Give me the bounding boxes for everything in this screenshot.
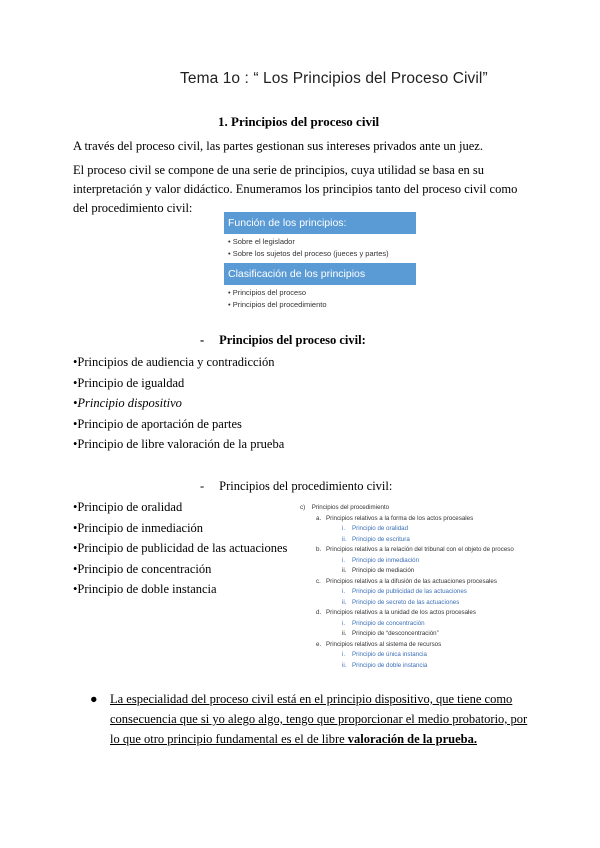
list-item: •Principio de oralidad (73, 500, 183, 514)
diagram-box-function-title: Función de los principios: (224, 212, 416, 234)
list-item: • Principios del proceso (228, 287, 416, 299)
outline-subitem: i. Principio de única instancia (342, 651, 427, 658)
outline-section: e. Principios relativos al sistema de recursos (316, 640, 442, 648)
list-item: •Principio de inmediación (73, 520, 204, 535)
procedure-outline-image (300, 503, 560, 671)
principles-diagram (224, 212, 416, 312)
conclusion-note (90, 689, 530, 749)
list-item: •Principio de igualdad (73, 375, 185, 390)
list-item: •Principio de concentración (73, 561, 212, 576)
note-text: La especialidad del proceso civil está en el principio dispositivo, que tiene como consecuencia que si yo alego algo, tengo que proporcionar el medio probatorio, por lo que otro principio fundamental es el de libre valoración de la prueba. (110, 692, 528, 746)
diagram-box-function-list (224, 234, 416, 263)
procedure-principles-heading (200, 479, 392, 494)
list-item: •Principio dispositivo (73, 396, 182, 410)
list-item: • Sobre el legislador (228, 236, 416, 248)
outline-title (300, 503, 560, 514)
outline-subitem: ii. Principio de secreto de las actuaciones (342, 598, 460, 606)
diagram-box-classification-title: Clasificación de los principios (224, 263, 416, 285)
outline-subitem: ii. Principio de mediación (342, 567, 415, 574)
intro-paragraph: A través del proceso civil, las partes gestionan sus intereses privados ante un juez. (73, 139, 483, 153)
outline-subitem: i. Principio de inmediación (342, 556, 420, 564)
outline-subitem: i. Principio de oralidad (342, 525, 409, 532)
principles-paragraph: El proceso civil se compone de una serie de principios, cuya utilidad se basa en su interpretación y valor didáctico. Enumeramos los principios tanto del proceso civil como del procedimiento civil: (73, 163, 518, 215)
process-principles-list (73, 352, 284, 455)
outline-label: c) (300, 504, 306, 511)
list-item: • Sobre los sujetos del proceso (jueces y partes) (228, 248, 416, 260)
list-item: •Principio de publicidad de las actuaciones (73, 541, 288, 555)
outline-section: b. Principios relativos a la relación del tribunal con el objeto de proceso (316, 546, 514, 553)
list-item: •Principio de doble instancia (73, 582, 217, 596)
outline-subitem: i. Principio de publicidad de las actuaciones (342, 588, 467, 595)
list-item: •Principio de libre valoración de la prueba (73, 437, 285, 451)
bullet-icon: ● (90, 692, 98, 706)
outline-section: a. Principios relativos a la forma de los actos procesales (316, 514, 474, 522)
document-title: Tema 1o : “ Los Principios del Proceso Civil” (180, 70, 488, 87)
list-item: •Principio de aportación de partes (73, 416, 242, 431)
note-bold: valoración de la prueba. (347, 732, 477, 746)
outline-section: c. Principios relativos a la difusión de las actuaciones procesales (316, 577, 497, 585)
outline-subitem: ii. Principio de “desconcentración” (342, 630, 439, 637)
outline-subitem: ii. Principio de escritura (342, 535, 410, 543)
diagram-box-classification-list (224, 285, 416, 314)
procedure-principles-list (73, 497, 287, 600)
dash-marker: - (200, 333, 205, 347)
section-heading: 1. Principios del proceso civil (218, 114, 380, 129)
heading-text: Principios del procedimiento civil: (219, 479, 393, 493)
dash-marker: - (200, 479, 205, 493)
outline-title-text: Principios del procedimiento (311, 504, 390, 511)
outline-subitem: i. Principio de concentración (342, 619, 425, 627)
process-principles-heading (200, 333, 366, 348)
heading-text: Principios del proceso civil: (219, 333, 366, 347)
list-item: • Principios del procedimiento (228, 299, 416, 311)
outline-section: d. Principios relativos a la unidad de los actos procesales (316, 609, 476, 616)
list-item: •Principios de audiencia y contradicción (73, 355, 275, 369)
outline-subitem: ii. Principio de doble instancia (342, 661, 428, 669)
